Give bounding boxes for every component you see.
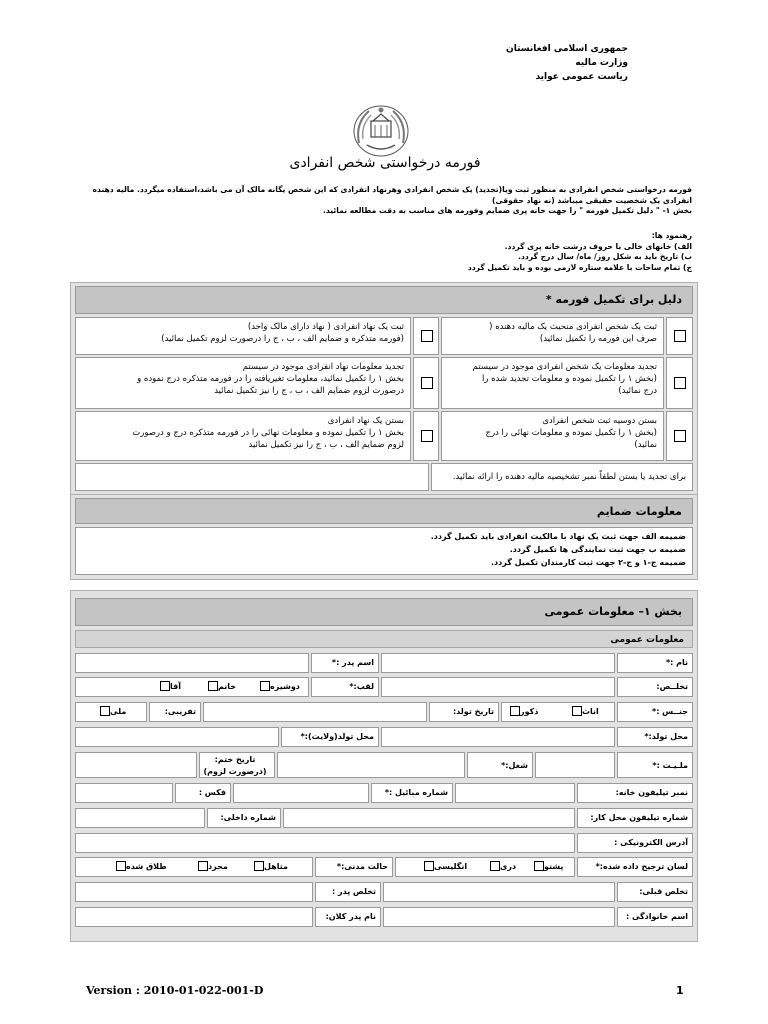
guideline-a: الف) خانهای خالی با حروف درشت خانه پری گردد. — [504, 241, 692, 251]
title-miss-checkbox[interactable] — [260, 681, 270, 691]
gender-male-option[interactable]: ذکور — [507, 705, 538, 719]
gender-label: جنــس :* — [617, 702, 693, 722]
reasons-title-bar: دلیل برای تکمیل فورمه * — [75, 286, 693, 314]
family-name-input[interactable] — [383, 907, 615, 927]
guideline-c: ج) تمام ساحات با علامه ستاره لازمی بوده و باید تکمیل گردد — [467, 262, 692, 272]
attachments-section — [70, 494, 698, 580]
email-label: آدرس الکترونیکی : — [577, 833, 693, 853]
form-title: فورمه درخواستی شخص انفرادی — [289, 155, 481, 171]
dob-input[interactable] — [203, 702, 427, 722]
email-input[interactable] — [75, 833, 575, 853]
surname-input[interactable] — [381, 677, 615, 697]
marital-married-option[interactable]: متاهل — [251, 860, 288, 874]
grandfather-name-label: نام پدر کلان: — [315, 907, 381, 927]
reason-update-individual-checkbox[interactable] — [674, 377, 686, 389]
reason-register-individual: ثبت یک شخص انفرادی منحیث یک مالیه دهنده ( صرف این فورمه را تکمیل نمائید) — [441, 317, 664, 355]
reason-update-individual-checkbox-cell — [666, 357, 693, 409]
previous-surname-input[interactable] — [383, 882, 615, 902]
reason-close-entity-checkbox-cell — [413, 411, 439, 461]
intro-paragraph-2: بخش ۱- " دلیل تکمیل فورمه " را جهت خانه پری ضمایم وفورمه های مناسب به دقت مطالعه نمائید. — [323, 206, 692, 215]
gender-female-option[interactable]: اناث — [569, 705, 599, 719]
reason-update-individual: تجدید معلومات یک شخص انفرادی موجود در سیستم (بخش ۱ را تکمیل نموده و معلومات تجدید شده را درج نمائید) — [441, 357, 664, 409]
title-mr-checkbox[interactable] — [160, 681, 170, 691]
guideline-b: ب) تاریخ باید به شکل روز/ ماه/ سال درج گردد. — [518, 252, 692, 261]
home-phone-input[interactable] — [455, 783, 575, 803]
title-mrs-option[interactable]: خانم — [205, 680, 236, 694]
father-name-label: اسم پدر :* — [311, 653, 379, 673]
father-surname-input[interactable] — [75, 882, 313, 902]
section1-title-bar: بخش ۱– معلومات عمومی — [75, 598, 693, 626]
extension-input[interactable] — [75, 808, 205, 828]
name-input[interactable] — [381, 653, 615, 673]
title-mrs-checkbox[interactable] — [208, 681, 218, 691]
header-line-3: ریاست عمومی عواید — [535, 72, 628, 82]
attachment-c: ضمیمه ج-۱ و ج-۲ جهت ثبت کارمندان تکمیل گردد. — [490, 558, 686, 567]
title-mr-option[interactable]: آقا — [157, 680, 181, 694]
language-english-option[interactable]: انگلیسی — [421, 860, 467, 874]
attachment-b: ضمیمه ب جهت ثبت نمایندگی ها تکمیل گردد. — [509, 545, 686, 554]
title-miss-option[interactable]: دوشیزه — [257, 680, 300, 694]
fax-label: فکس : — [175, 783, 231, 803]
name-label: نام :* — [617, 653, 693, 673]
reasons-section — [70, 282, 698, 496]
birthplace-label: محل تولد:* — [617, 727, 693, 747]
attachments-list — [75, 527, 693, 575]
intro-paragraph-1: فورمه درخواستی شخص انفرادی به منظور ثبت ویا(تجدید) یک شخص انفرادی وهرنهاد انفرادی که این شخص یگانه مالک آن می باشد،استفاده میگردد. مالیه دهنده انفرادی یک شخصیت حقیقی میباشد (نه نهاد حقوقی) — [92, 185, 692, 205]
intro-text — [90, 185, 692, 217]
page-number: 1 — [676, 984, 684, 997]
father-surname-label: تخلص پدر : — [315, 882, 381, 902]
father-name-input[interactable] — [75, 653, 309, 673]
fax-input[interactable] — [75, 783, 173, 803]
grandfather-name-input[interactable] — [75, 907, 313, 927]
language-pashto-checkbox[interactable] — [534, 861, 544, 871]
guidelines-heading: رهنمود ها: — [651, 231, 692, 240]
end-date-label: تاریخ ختم: (درصورت لزوم) — [199, 752, 275, 778]
previous-surname-label: تخلص قبلی: — [617, 882, 693, 902]
home-phone-label: نمبر تیلیفون خانه: — [577, 783, 693, 803]
reason-close-individual-checkbox-cell — [666, 411, 693, 461]
language-label: لسان ترجیح داده شده:* — [577, 857, 693, 877]
attachments-title-bar: معلومات ضمایم — [75, 498, 693, 524]
attachment-a: ضمیمه الف جهت ثبت یک نهاد با مالکیت انفرادی باید تکمیل گردد. — [430, 532, 686, 541]
tin-note: برای تجدید یا بستن لطفاً نمبر تشخیصیه مالیه دهنده را ارائه نمائید. — [431, 463, 693, 491]
marital-status-label: حالت مدنی:* — [315, 857, 393, 877]
reason-close-individual: بستن دوسیه ثبت شخص انفرادی (بخش ۱ را تکمیل نموده و معلومات نهائی را درج نمائید) — [441, 411, 664, 461]
afghanistan-emblem-icon — [349, 103, 413, 157]
gender-female-checkbox[interactable] — [572, 706, 582, 716]
language-pashto-option[interactable]: پشتو — [531, 860, 563, 874]
reason-register-entity: ثبت یک نهاد انفرادی ( نهاد دارای مالک واحد) (فورمه متذکره و ضمایم الف ، ب ، ج را درصورت لزوم تکمیل نمائید) — [75, 317, 411, 355]
header-line-2: وزارت مالیه — [575, 58, 628, 68]
occupation-input[interactable] — [277, 752, 465, 778]
extension-label: شماره داخلی: — [207, 808, 281, 828]
marital-married-checkbox[interactable] — [254, 861, 264, 871]
work-phone-input[interactable] — [283, 808, 575, 828]
reason-close-entity: بستن یک نهاد انفرادی بخش ۱ را تکمیل نموده و معلومات نهائی را در فورمه متذکره درج و درصورت لزوم ضمایم الف ، ب ، ج را نیز تکمیل نمائید — [75, 411, 411, 461]
reason-register-individual-checkbox-cell — [666, 317, 693, 355]
citizenship-national-option[interactable]: ملی — [97, 705, 126, 719]
reason-update-entity-checkbox-cell — [413, 357, 439, 409]
reason-update-entity-checkbox[interactable] — [421, 377, 433, 389]
occupation-label: شغل:* — [467, 752, 533, 778]
birthplace-province-label: محل تولد(ولایت):* — [281, 727, 379, 747]
language-english-checkbox[interactable] — [424, 861, 434, 871]
work-phone-label: شماره تیلیفون محل کار: — [577, 808, 693, 828]
family-name-label: اسم خانوادگی : — [617, 907, 693, 927]
end-date-input[interactable] — [75, 752, 197, 778]
mobile-label: شماره مبائیل :* — [371, 783, 453, 803]
tin-input[interactable] — [75, 463, 429, 491]
citizenship-national-checkbox[interactable] — [100, 706, 110, 716]
marital-divorced-option[interactable]: طلاق شده — [113, 860, 167, 874]
dob-label: تاریخ تولد: — [429, 702, 499, 722]
version-label: Version : 2010-01-022-001-D — [86, 984, 264, 997]
gender-male-checkbox[interactable] — [510, 706, 520, 716]
birthplace-province-input[interactable] — [75, 727, 279, 747]
birthplace-input[interactable] — [381, 727, 615, 747]
marital-single-checkbox[interactable] — [198, 861, 208, 871]
language-dari-option[interactable]: دری — [487, 860, 516, 874]
guidelines — [300, 231, 692, 273]
citizenship-label: تفریبی: — [149, 702, 201, 722]
nationality-label: ملـیـت :* — [617, 752, 693, 778]
reason-close-entity-checkbox[interactable] — [421, 430, 433, 442]
reason-update-entity: تجدید معلومات نهاد انفرادی موجود در سیستم بخش ۱ را تکمیل نمائید، معلومات تغیریافته را در فورمه متذکره درج نموده و درصورت لزوم ضمایم الف ، ب ، ج را نیز تکمیل نمائید — [75, 357, 411, 409]
nationality-input[interactable] — [535, 752, 615, 778]
mobile-input[interactable] — [233, 783, 369, 803]
reason-register-entity-checkbox-cell — [413, 317, 439, 355]
reason-register-individual-checkbox[interactable] — [674, 330, 686, 342]
section1-subtitle-bar: معلومات عمومی — [75, 630, 693, 648]
surname-label: تخلــص: — [617, 677, 693, 697]
title-label: لقب:* — [311, 677, 379, 697]
marital-single-option[interactable]: مجرد — [195, 860, 228, 874]
ministry-header — [388, 42, 628, 84]
marital-divorced-checkbox[interactable] — [116, 861, 126, 871]
section1-general-info — [70, 590, 698, 942]
reason-register-entity-checkbox[interactable] — [421, 330, 433, 342]
reason-close-individual-checkbox[interactable] — [674, 430, 686, 442]
header-line-1: جمهوری اسلامی افغانستان — [506, 44, 628, 54]
language-dari-checkbox[interactable] — [490, 861, 500, 871]
